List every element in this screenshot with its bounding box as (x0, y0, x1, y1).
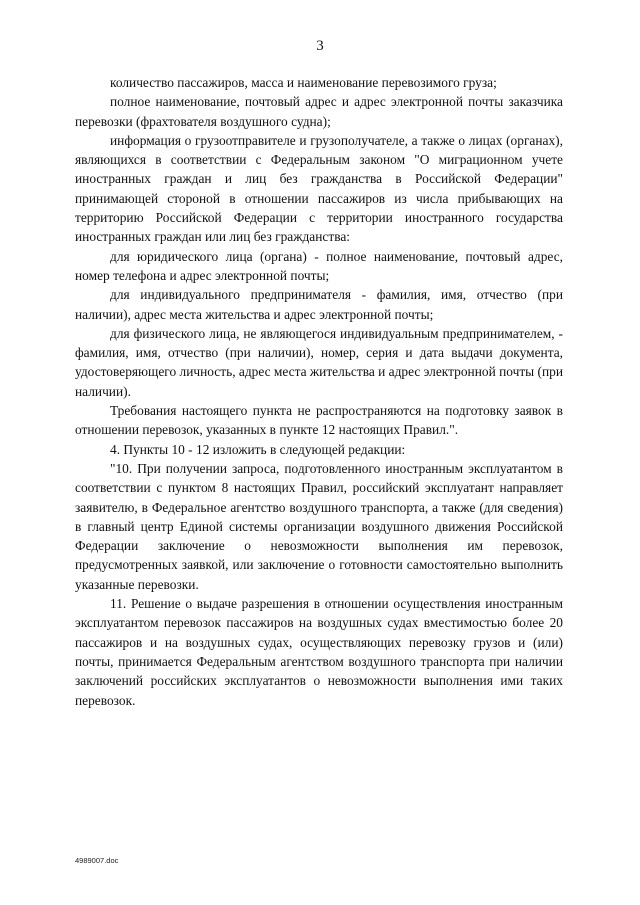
paragraph-legal-entity: для юридического лица (органа) - полное наименование, почтовый адрес, номер телефона и адрес электронной почты; (75, 248, 563, 283)
document-body (75, 73, 563, 710)
paragraph-individual: для физического лица, не являющегося индивидуальным предпринимателем, - фамилия, имя, отчество (при наличии), номер, серия и дата выдачи документа, удостоверяющего личность, адрес места жительства и адрес электронной почты (при наличии). (75, 325, 564, 399)
paragraph-point-11: 11. Решение о выдаче разрешения в отношении осуществления иностранным эксплуатантом перевозок пассажиров на воздушных судах вместимостью более 20 пассажиров и на воздушных судах, осуществляющих перевозку грузов и (или) почты, принимается Федеральным агентством воздушного транспорта при наличии заключений российских эксплуатантов о невозможности выполнения ими таких перевозок. (75, 596, 563, 708)
paragraph-customer-info: полное наименование, почтовый адрес и адрес электронной почты заказчика перевозки (фрахтователя воздушного судна); (75, 94, 563, 129)
paragraph-point-10: "10. При получении запроса, подготовленного иностранным эксплуатантом в соответствии с пунктом 8 настоящих Правил, российский эксплуатант направляет заявителю, в Федеральное агентство воздушного транспорта, а также (для сведения) в главный центр Единой системы организации воздушного движения Российской Федерации заключение о невозможности выполнения им перевозок, предусмотренных заявкой, или заключение о готовности самостоятельно выполнить указанные перевозки. (75, 460, 563, 592)
paragraph-amendment: 4. Пункты 10 - 12 изложить в следующей редакции: (110, 441, 406, 457)
paragraph-cargo-info: количество пассажиров, масса и наименование перевозимого груза; (110, 75, 497, 90)
page-number: 3 (316, 38, 324, 54)
paragraph-entrepreneur: для индивидуального предпринимателя - фамилия, имя, отчество (при наличии), адрес места жительства и адрес электронной почты; (75, 287, 563, 322)
document-filename: 4989007.doc (75, 856, 119, 865)
paragraph-shipper-info: информация о грузоотправителе и грузополучателе, а также о лицах (органах), являющихся в соответствии с Федеральным законом "О миграционном учете иностранных граждан и лиц без гражданства в Российской Федерации" принимающей стороной в отношении пассажиров из числа прибывающих на территорию Российской Федерации с территории иностранного государства иностранных граждан или лиц без гражданства: (75, 132, 563, 245)
paragraph-exception: Требования настоящего пункта не распространяются на подготовку заявок в отношении перевозок, указанных в пункте 12 настоящих Правил.". (75, 403, 563, 438)
